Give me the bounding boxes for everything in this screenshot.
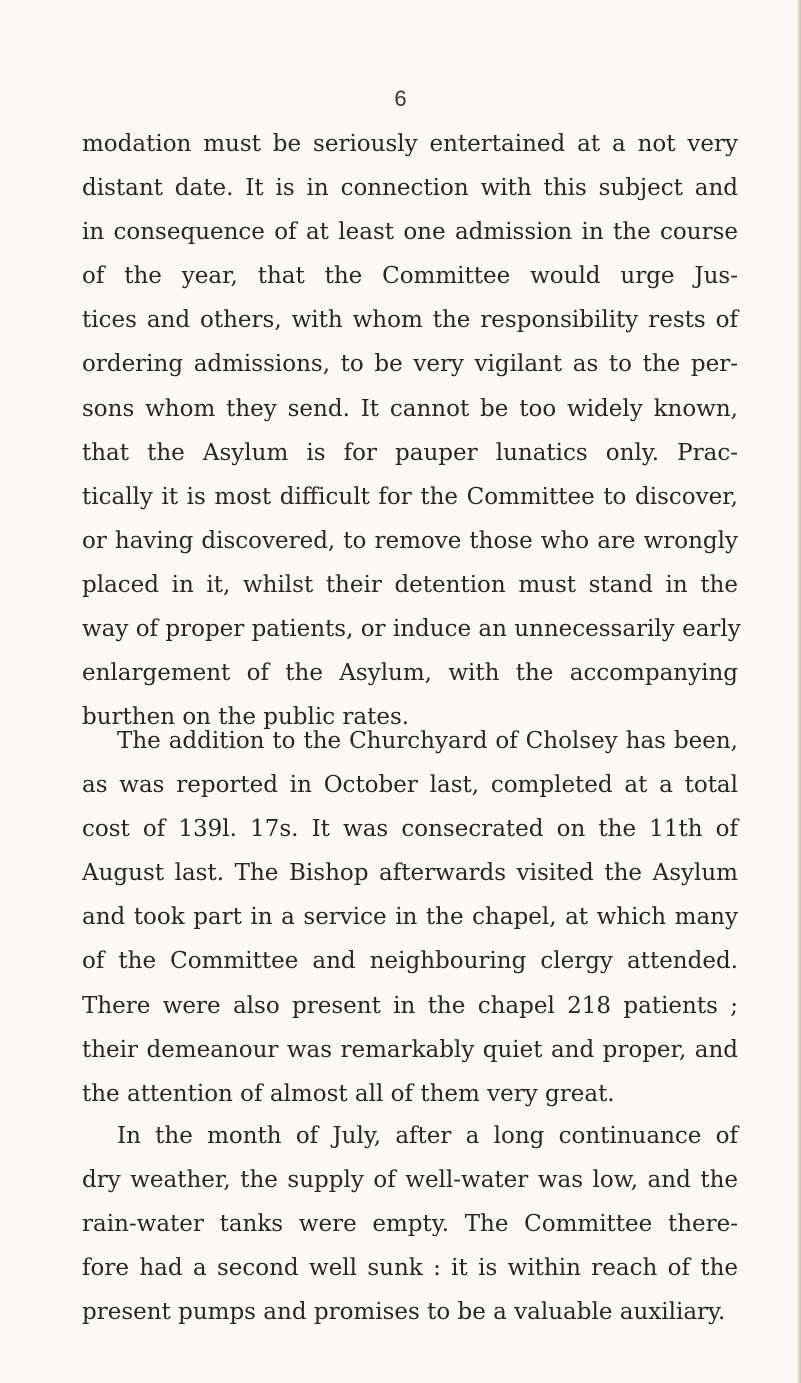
text-line: the attention of almost all of them very great. (82, 1080, 615, 1107)
text-line: of the Committee and neighbouring clergy attended. (82, 948, 738, 975)
text-line: present pumps and promises to be a valuable auxiliary. (82, 1299, 726, 1326)
text-line: and took part in a service in the chapel, at which many (82, 904, 738, 931)
paragraph-1 (82, 122, 741, 739)
text-line: There were also present in the chapel 218 patients ; (82, 992, 738, 1019)
text-line: that the Asylum is for pauper lunatics only. Prac- (82, 439, 738, 466)
text-line: In the month of July, after a long continuance of (117, 1123, 738, 1149)
text-line: The addition to the Churchyard of Cholsey has been, (117, 728, 738, 754)
text-line: burthen on the public rates. (82, 704, 410, 731)
text-line: placed in it, whilst their detention must stand in the (82, 571, 738, 598)
text-line: or having discovered, to remove those who are wrongly (82, 527, 738, 554)
text-line: as was reported in October last, completed at a total (82, 772, 738, 799)
text-line: way of proper patients, or induce an unnecessarily early (82, 616, 741, 643)
text-line: ordering admissions, to be very vigilant as to the per- (82, 351, 738, 378)
text-line: tically it is most difficult for the Committee to discover, (82, 483, 738, 510)
text-line: distant date. It is in connection with this subject and (82, 175, 738, 202)
text-line: cost of 139l. 17s. It was consecrated on the 11th of (82, 816, 738, 843)
page-number: 6 (394, 86, 407, 111)
paragraph-2 (82, 719, 738, 1116)
text-line: rain-water tanks were empty. The Committee there- (82, 1211, 738, 1238)
text-line: sons whom they send. It cannot be too widely known, (82, 395, 738, 422)
text-line: modation must be seriously entertained at a not very (82, 131, 738, 157)
paragraph-3 (82, 1114, 738, 1334)
text-line: enlargement of the Asylum, with the accompanying (82, 660, 738, 687)
page-edge-shadow (797, 0, 801, 1383)
text-line: fore had a second well sunk : it is within reach of the (82, 1255, 738, 1282)
text-line: dry weather, the supply of well-water was low, and the (82, 1167, 738, 1194)
text-line: of the year, that the Committee would urge Jus- (82, 263, 738, 290)
text-line: in consequence of at least one admission in the course (82, 219, 738, 246)
text-line: their demeanour was remarkably quiet and proper, and (82, 1036, 738, 1063)
text-line: August last. The Bishop afterwards visited the Asylum (82, 860, 738, 887)
text-line: tices and others, with whom the responsibility rests of (82, 307, 738, 334)
